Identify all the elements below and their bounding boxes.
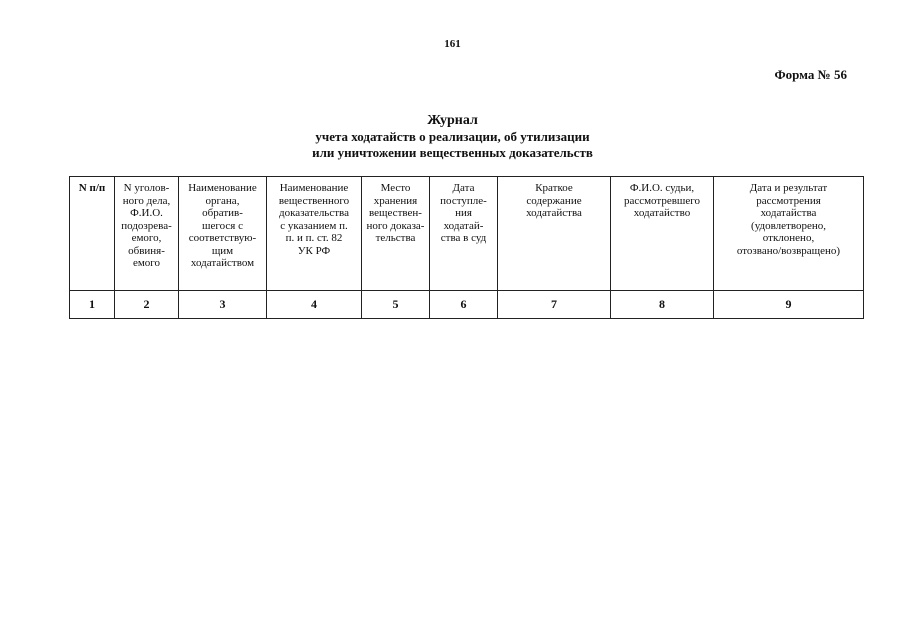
header-cell-summary: Краткое содержание ходатайства bbox=[498, 177, 611, 291]
table-header-row bbox=[70, 177, 864, 291]
column-number-cell: 7 bbox=[498, 291, 611, 319]
title-line-2: учета ходатайств о реализации, об утилизации bbox=[315, 129, 590, 144]
header-cell-number: N п/п bbox=[70, 177, 115, 291]
header-cell-case: N уголов- ного дела, Ф.И.О. подозрева- емого, обвиня- емого bbox=[115, 177, 179, 291]
column-number-cell: 3 bbox=[179, 291, 267, 319]
title-line-1: Журнал bbox=[427, 113, 478, 128]
header-cell-storage: Место хранения веществен- ного доказа- тельства bbox=[362, 177, 430, 291]
header-cell-result: Дата и результат рассмотрения ходатайства (удовлетворено, отклонено, отозвано/возвращено) bbox=[714, 177, 864, 291]
column-number-cell: 8 bbox=[611, 291, 714, 319]
column-number-cell: 9 bbox=[714, 291, 864, 319]
header-cell-organ: Наименование органа, обратив- шегося с соответствую- щим ходатайством bbox=[179, 177, 267, 291]
column-number-cell: 6 bbox=[430, 291, 498, 319]
header-cell-judge: Ф.И.О. судьи, рассмотревшего ходатайство bbox=[611, 177, 714, 291]
table-row-column-numbers bbox=[70, 291, 864, 319]
title-line-3: или уничтожении вещественных доказательств bbox=[312, 145, 593, 160]
form-label: Форма № 56 bbox=[774, 67, 847, 82]
page-number: 161 bbox=[444, 38, 461, 50]
journal-table bbox=[69, 176, 864, 319]
column-number-cell: 5 bbox=[362, 291, 430, 319]
column-number-cell: 1 bbox=[70, 291, 115, 319]
document-title bbox=[0, 113, 905, 161]
column-number-cell: 2 bbox=[115, 291, 179, 319]
header-cell-evidence: Наименование вещественного доказательства с указанием п. п. и п. ст. 82 УК РФ bbox=[267, 177, 362, 291]
header-cell-date-received: Дата поступле- ния ходатай- ства в суд bbox=[430, 177, 498, 291]
column-number-cell: 4 bbox=[267, 291, 362, 319]
